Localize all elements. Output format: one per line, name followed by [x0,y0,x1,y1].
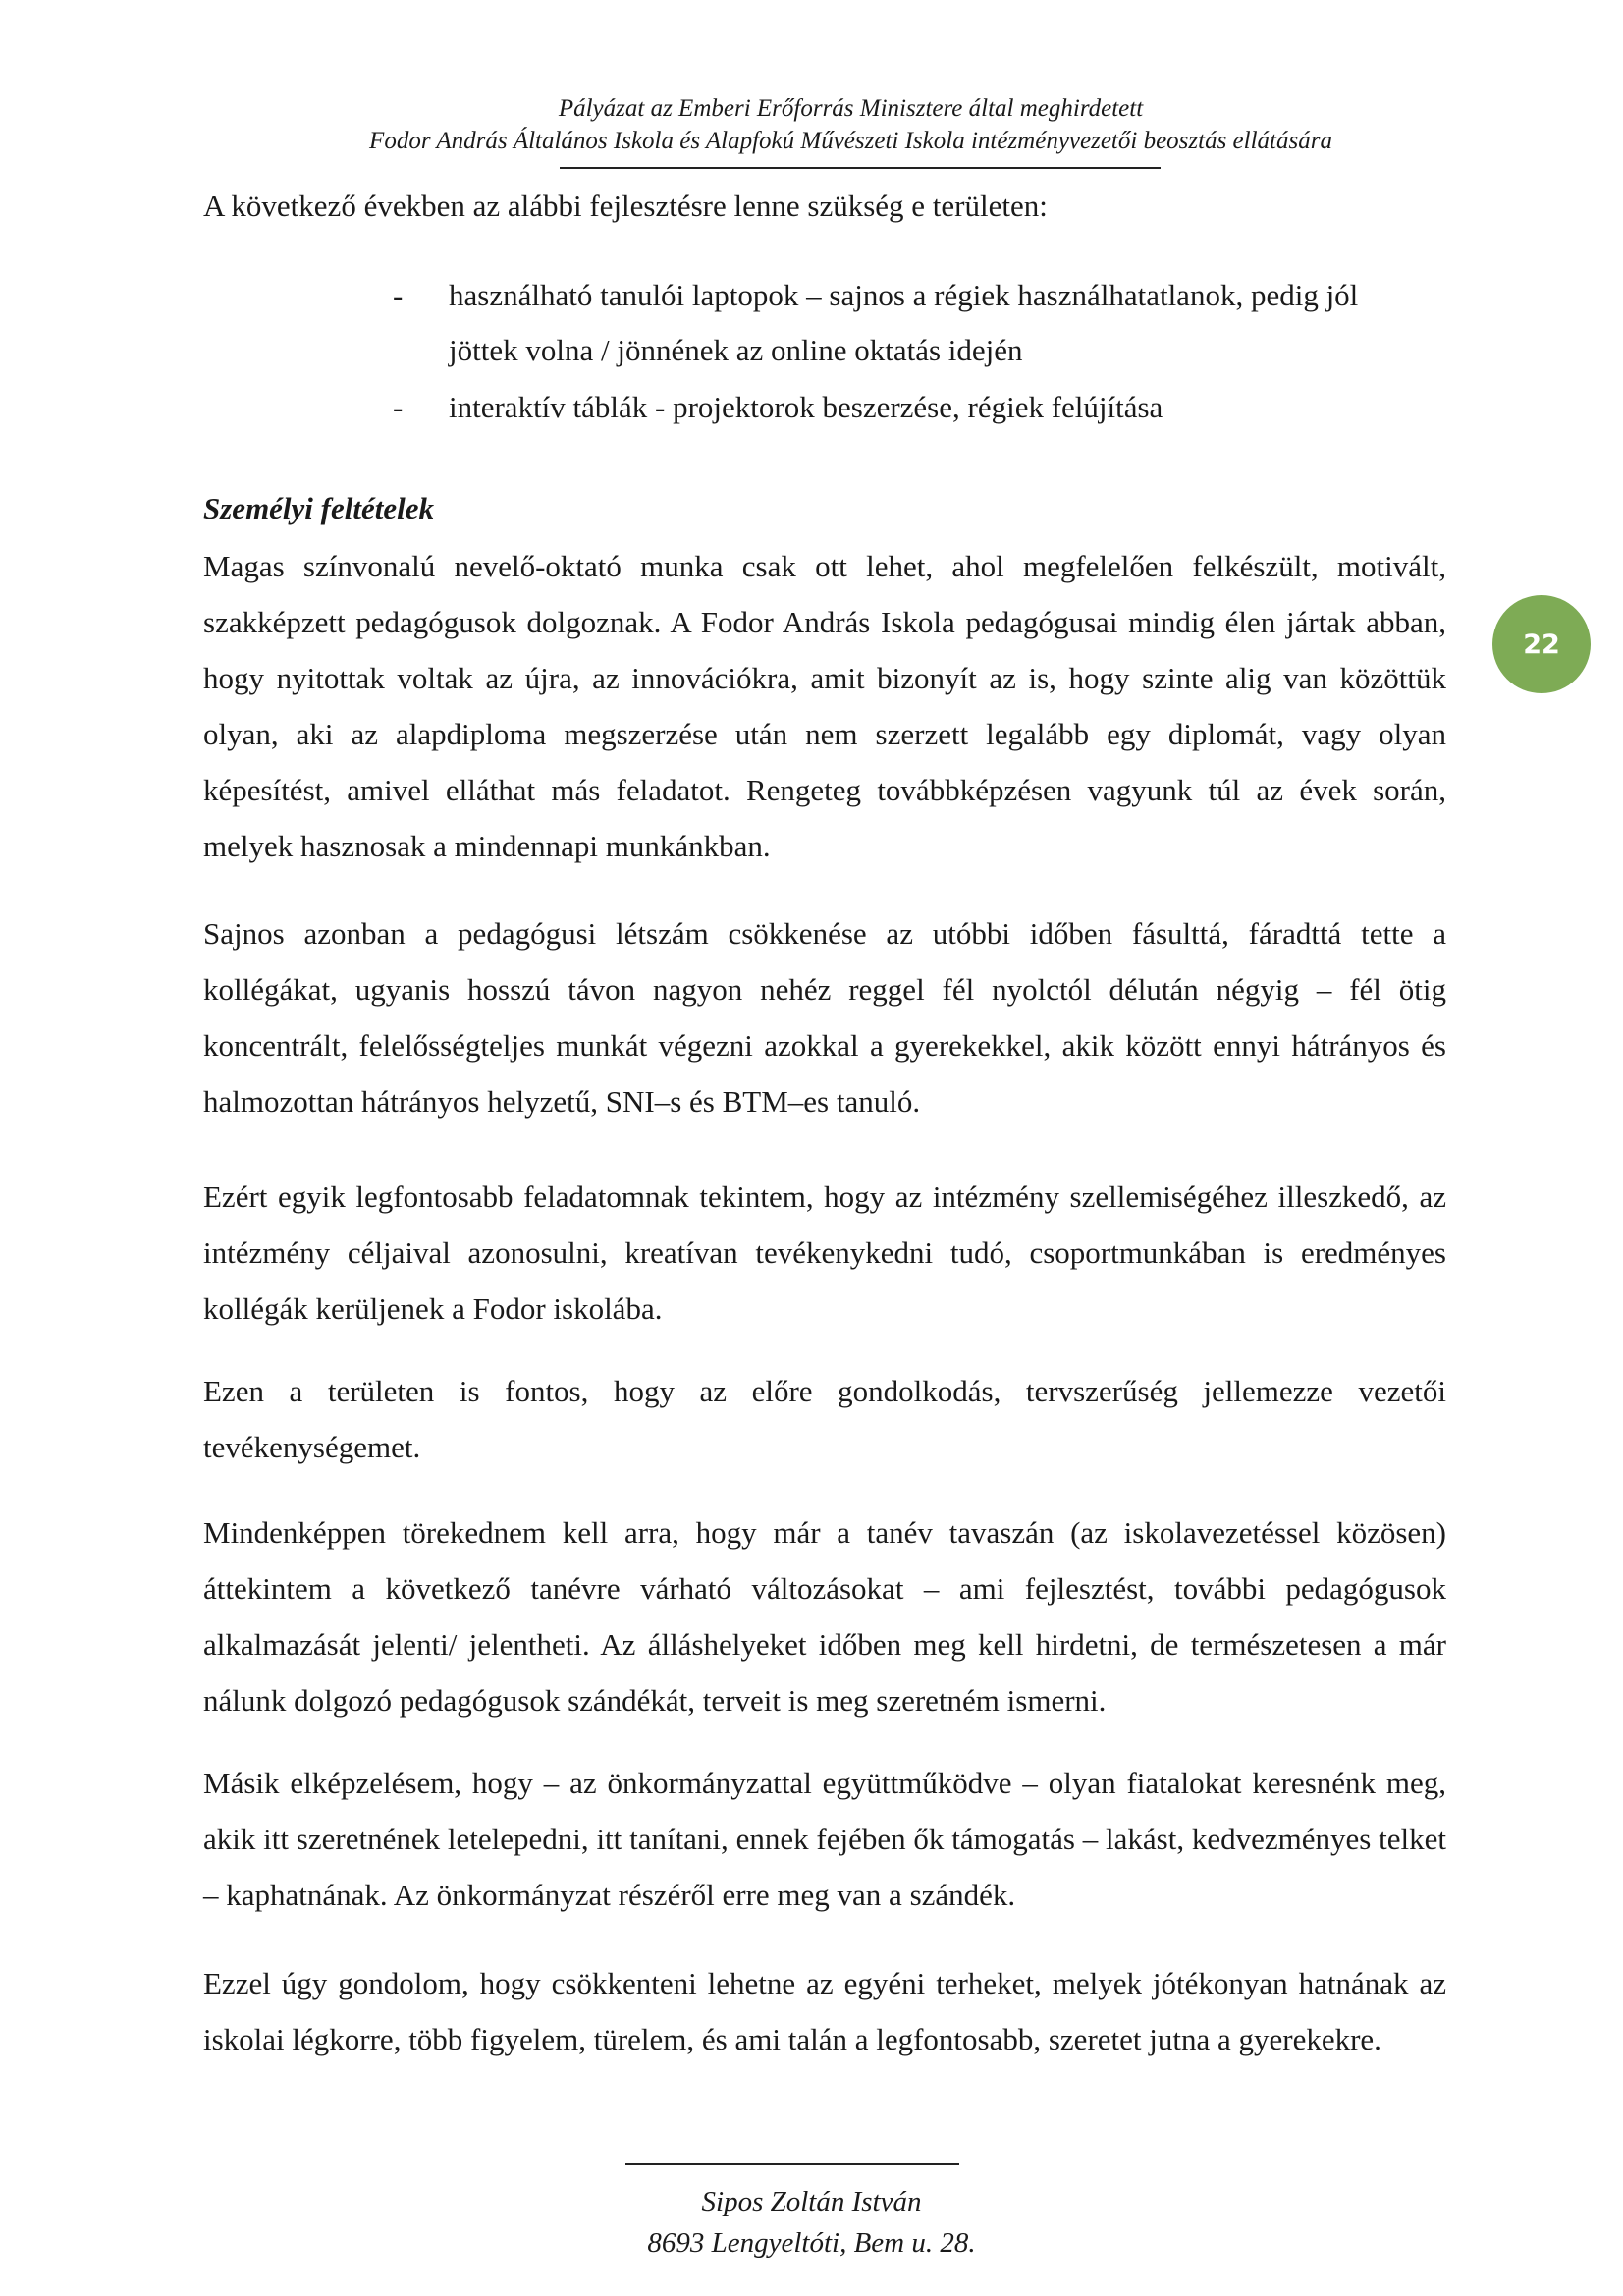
intro-sentence: A következő években az alábbi fejlesztésre lenne szükség e területen: [203,189,1048,223]
header-divider [560,167,1161,169]
header-title-line2: Fodor András Általános Iskola és Alapfokú Művészeti Iskola intézményvezetői beosztás ellátására [369,128,1332,154]
paragraph-7: Ezzel úgy gondolom, hogy csökkenteni lehetne az egyéni terheket, melyek jótékonyan hatnának az iskolai légkorre, több figyelem, türelem, és ami talán a legfontosabb, szeretet jutna a gyerekekre. [203,1966,1446,2056]
paragraph-4: Ezen a területen is fontos, hogy az előre gondolkodás, tervszerűség jellemezze vezetői tevékenységemet. [203,1374,1446,1464]
footer-divider [625,2163,959,2165]
footer-name: Sipos Zoltán István [701,2186,922,2217]
section-heading: Személyi feltételek [203,491,434,525]
bullet-dash: - [393,390,404,424]
header-title-line1: Pályázat az Emberi Erőforrás Minisztere által meghirdetett [558,95,1144,122]
paragraph-6: Másik elképzelésem, hogy – az önkormányzattal együttműködve – olyan fiatalokat keresnénk meg, akik itt szeretnének letelepedni, itt tanítani, ennek fejében ők támogatás – lakást, kedvezményes telket – kaphatnának. Az önkormányzat részéről erre meg van a szándék. [203,1766,1446,1912]
paragraph-3: Ezért egyik legfontosabb feladatomnak tekintem, hogy az intézmény szellemiségéhez illeszkedő, az intézmény céljaival azonosulni, kreatívan tevékenykedni tudó, csoportmunkában is eredményes kollégák kerüljenek a Fodor iskolába. [203,1179,1446,1326]
footer-address: 8693 Lengyeltóti, Bem u. 28. [647,2227,976,2259]
paragraph-2: Sajnos azonban a pedagógusi létszám csökkenése az utóbbi időben fásulttá, fáradttá tette a kollégákat, ugyanis hosszú távon nagyon nehéz reggel fél nyolctól délután négyig – fél ötig koncentrált, felelősségteljes munkát végezni azokkal a gyerekekkel, akik között ennyi hátrányos és halmozottan hátrányos helyzetű, SNI–s és BTM–es tanuló. [203,916,1446,1119]
bullet-item-laptops: használható tanulói laptopok – sajnos a régiek használhatatlanok, pedig jól [449,278,1359,312]
paragraph-5: Mindenképpen törekednem kell arra, hogy már a tanév tavaszán (az iskolavezetéssel közösen) áttekintem a következő tanévre várható változásokat – ami fejlesztést, további pedagógusok alkalmazását jelenti/ jelentheti. Az álláshelyeket időben meg kell hirdetni, de természetesen a már nálunk dolgozó pedagógusok szándékát, terveit is meg szeretném ismerni. [203,1515,1446,1718]
paragraph-1: Magas színvonalú nevelő-oktató munka csak ott lehet, ahol megfelelően felkészült, motivált, szakképzett pedagógusok dolgoznak. A Fodor András Iskola pedagógusai mindig élen jártak abban, hogy nyitottak voltak az újra, az innovációkra, amit bizonyít az is, hogy szinte alig van közöttük olyan, aki az alapdiploma megszerzése után nem szerzett legalább egy diplomát, vagy olyan képesítést, amivel elláthat más feladatot. Rengeteg továbbképzésen vagyunk túl az évek során, melyek hasznosak a mindennapi munkánkban. [203,549,1446,863]
bullet-item-laptops-cont: jöttek volna / jönnének az online oktatás idején [449,333,1023,367]
bullet-item-boards: interaktív táblák - projektorok beszerzése, régiek felújítása [449,390,1163,424]
page-number-badge: 22 [1492,595,1591,693]
bullet-dash: - [393,278,404,312]
